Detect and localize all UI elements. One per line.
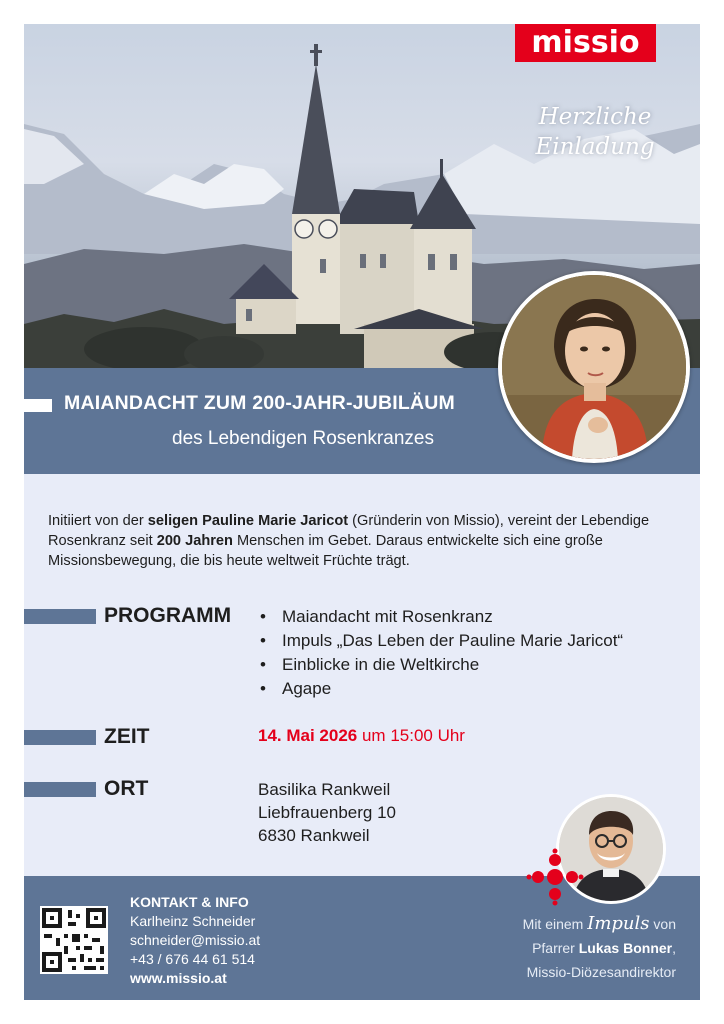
qr-code [40, 906, 108, 974]
invitation-poster [24, 24, 700, 1000]
contact-name: Karlheinz Schneider [130, 913, 256, 929]
event-subtitle: des Lebendigen Rosenkranzes [172, 428, 434, 449]
priest-name: Lukas Bonner [578, 940, 673, 956]
programm-accent-bar [24, 609, 96, 624]
programm-item: • Impuls „Das Leben der Pauline Marie Jaricot“ [258, 629, 623, 653]
ort-address [258, 778, 396, 847]
contact-website[interactable]: www.missio.at [130, 970, 227, 986]
programm-list [258, 605, 623, 701]
programm-item: • Einblicke in die Weltkirche [258, 653, 623, 677]
impuls-line-2 [446, 936, 676, 960]
intro-paragraph [48, 511, 684, 571]
greeting-line: Herzliche [538, 104, 652, 130]
date-time-joiner: um [357, 726, 391, 745]
zeit-value [258, 726, 465, 746]
zeit-label: ZEIT [104, 725, 150, 748]
impuls-text: von [649, 916, 676, 932]
impuls-text: Mit einem [522, 916, 588, 932]
event-title: MAIANDACHT ZUM 200-JAHR-JUBILÄUM [64, 392, 455, 414]
ort-label: ORT [104, 777, 149, 800]
greeting-line: Einladung [535, 134, 655, 160]
portrait-pauline-jaricot [498, 271, 690, 463]
impuls-script-word: Impuls [587, 913, 650, 934]
contact-phone[interactable]: +43 / 676 44 61 514 [130, 951, 255, 967]
greeting-script [500, 102, 690, 162]
impuls-line-3: Missio-Diözesandirektor [526, 964, 676, 980]
ort-accent-bar [24, 782, 96, 797]
intro-text: Initiiert von der [48, 513, 148, 529]
portrait-painting [502, 275, 686, 459]
intro-text: (Gründerin von Missio), vereint der Lebendige Rosenkranz seit [48, 513, 650, 549]
impuls-text: , [672, 940, 676, 956]
event-time: 15:00 Uhr [390, 726, 465, 745]
contact-block [130, 893, 260, 988]
event-date: 14. Mai 2026 [258, 726, 358, 745]
contact-heading: KONTAKT & INFO [130, 894, 249, 910]
programm-item: • Maiandacht mit Rosenkranz [258, 605, 623, 629]
programm-item: • Agape [258, 677, 623, 701]
programm-label: PROGRAMM [104, 604, 232, 627]
intro-bold: 200 Jahren [156, 533, 233, 549]
address-line: 6830 Rankweil [258, 826, 370, 845]
missio-cross-icon [526, 848, 584, 906]
impuls-line-1 [446, 912, 676, 936]
missio-logo: missio [515, 24, 656, 62]
impuls-credit [446, 912, 676, 984]
qr-code-pattern [40, 906, 108, 974]
title-accent-bar [24, 399, 52, 412]
impuls-text: Pfarrer [532, 940, 579, 956]
address-line: Basilika Rankweil [258, 780, 391, 799]
zeit-accent-bar [24, 730, 96, 745]
intro-text: Menschen im Gebet. Daraus entwickelte sich eine große Missionsbewegung, die bis heute weltweit Früchte trägt. [48, 533, 603, 569]
intro-bold: seligen Pauline Marie Jaricot [147, 513, 349, 529]
contact-email[interactable]: schneider@missio.at [130, 932, 261, 948]
address-line: Liebfrauenberg 10 [258, 803, 397, 822]
